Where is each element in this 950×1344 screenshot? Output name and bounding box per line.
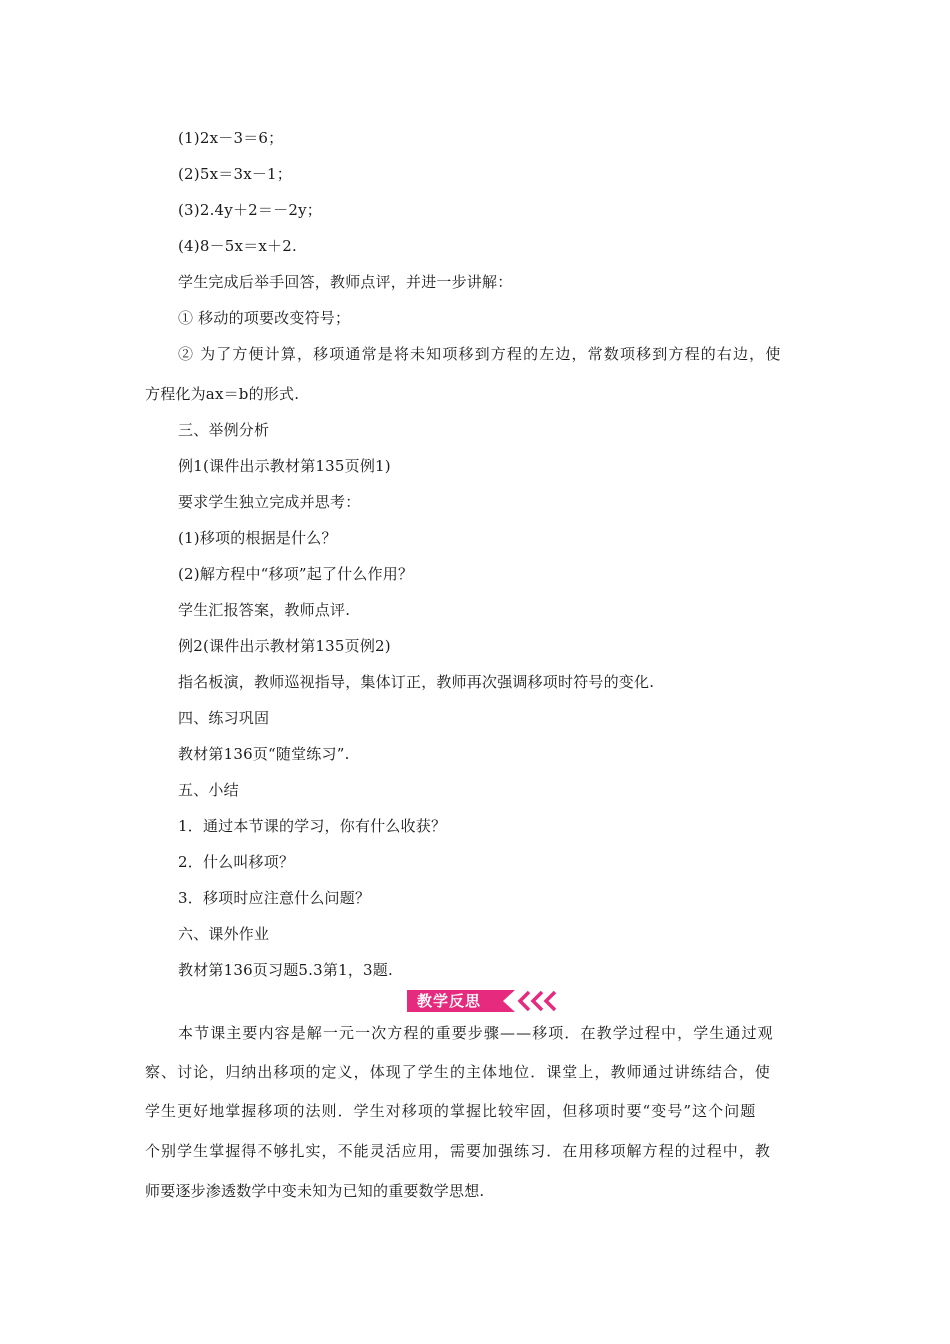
point-2-line-2: 方程化为ax＝b的形式. [145, 385, 300, 403]
section-6-heading: 六、课外作业 [178, 925, 270, 943]
reflection-line-3: 学生更好地掌握移项的法则．学生对移项的掌握比较牢固，但移项时要“变号”这个问题 [145, 1102, 757, 1120]
section-5-heading: 五、小结 [178, 781, 239, 799]
requirement-text: 要求学生独立完成并思考： [178, 493, 361, 511]
point-1: ① 移动的项要改变符号； [178, 309, 351, 327]
point-2-line-1: ② 为了方便计算，移项通常是将未知项移到方程的左边，常数项移到方程的右边，使 [178, 345, 782, 363]
section-3-heading: 三、举例分析 [178, 421, 270, 439]
example-2: 例2(课件出示教材第135页例2) [178, 637, 391, 655]
reflection-line-1: 本节课主要内容是解一元一次方程的重要步骤——移项．在教学过程中，学生通过观 [178, 1024, 774, 1042]
reflection-line-2: 察、讨论，归纳出移项的定义，体现了学生的主体地位．课堂上，教师通过讲练结合，使 [145, 1063, 771, 1081]
summary-item-1: 1．通过本节课的学习，你有什么收获？ [178, 817, 447, 835]
chevron-left-icon [489, 988, 561, 1014]
summary-item-3: 3．移项时应注意什么问题？ [178, 889, 371, 907]
guide-text: 指名板演，教师巡视指导，集体订正，教师再次强调移项时符号的变化. [178, 673, 655, 691]
reflection-line-5: 师要逐步渗透数学中变未知为已知的重要数学思想. [145, 1182, 485, 1200]
equation-1: (1)2x－3＝6； [178, 129, 284, 147]
example-1: 例1(课件出示教材第135页例1) [178, 457, 391, 475]
equation-3: (3)2.4y＋2＝－2y； [178, 201, 322, 219]
reflection-banner [407, 988, 561, 1014]
equation-4: (4)8－5x＝x＋2. [178, 237, 297, 255]
reflection-banner-label: 教学反思 [407, 990, 489, 1012]
report-text: 学生汇报答案，教师点评. [178, 601, 351, 619]
question-2: (2)解方程中“移项”起了什么作用？ [178, 565, 414, 583]
reflection-line-4: 个别学生掌握得不够扎实，不能灵活应用，需要加强练习．在用移项解方程的过程中，教 [145, 1142, 771, 1160]
summary-item-2: 2．什么叫移项？ [178, 853, 295, 871]
section-4-heading: 四、练习巩固 [178, 709, 270, 727]
section-4-text: 教材第136页“随堂练习”. [178, 745, 350, 763]
question-1: (1)移项的根据是什么？ [178, 529, 337, 547]
section-6-text: 教材第136页习题5.3第1，3题. [178, 961, 393, 979]
after-equations-text: 学生完成后举手回答，教师点评，并进一步讲解： [178, 273, 513, 291]
equation-2: (2)5x＝3x－1； [178, 165, 292, 183]
